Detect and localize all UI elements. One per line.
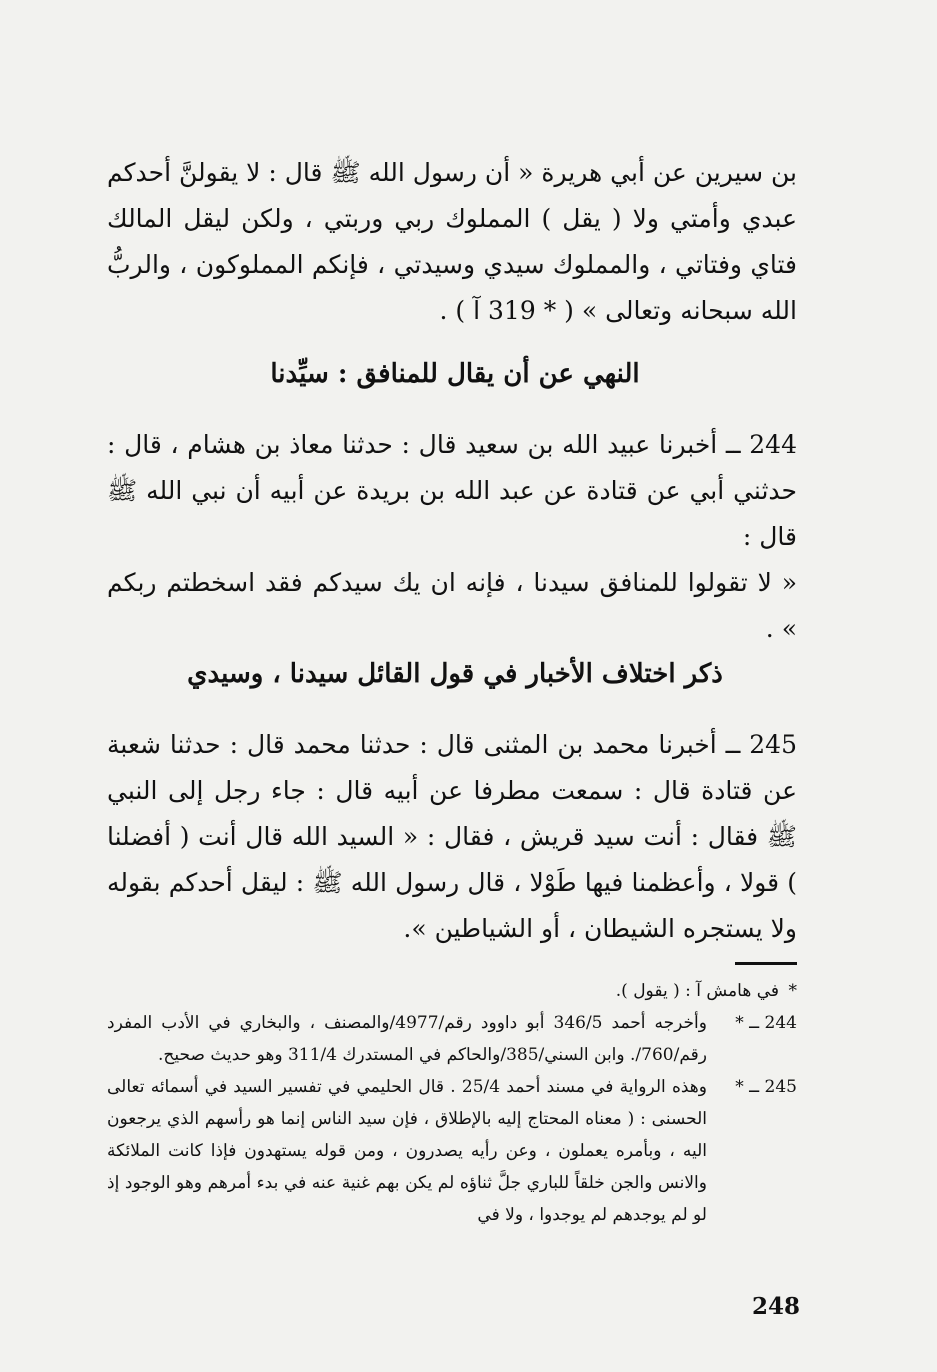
footnote-text: في هامش آ : ( يقول ). <box>615 981 779 1001</box>
footnote-text: وأخرجه أحمد 346/5 أبو داوود رقم/4977/والمصنف ، والبخاري في الأدب المفرد رقم/760/. وابن السني/385/والحاكم في المستدرك 311/4 وهو حديث صحيح. <box>107 1013 707 1065</box>
footnote-marker: 245 ــ * <box>735 1077 797 1097</box>
page-number: 248 <box>752 1293 801 1320</box>
hadith-245-text: 245 ــ أخبرنا محمد بن المثنى قال : حدثنا محمد قال : حدثنا شعبة عن قتادة قال : سمعت مطرفا عن أبيه قال : جاء رجل إلى النبي ﷺ فقال : أنت سيد قريش ، فقال : « السيد الله قال أنت ( أفضلنا ) قولا ، وأعظمنا فيها طَوْلا ، قال رسول الله ﷺ : ليقل أحدكم بقوله ولا يستجره الشيطان ، أو الشياطين ». <box>107 730 797 943</box>
section-paragraph <box>107 150 797 334</box>
footnote-divider <box>735 962 797 965</box>
hadith-244-quote: « لا تقولوا للمنافق سيدنا ، فإنه ان يك سيدكم فقد اسخطتم ربكم » . <box>107 568 797 643</box>
footnote-text: وهذه الرواية في مسند أحمد 25/4 . قال الحليمي في تفسير السيد في أسمائه تعالى الحسنى : ( معناه المحتاج إليه بالإطلاق ، فإن سيد الناس إنما هو رأسهم الذي يرجعون اليه ، وبأمره يعملون ، وعن رأيه يصدرون ، ومن قوله يستهدون فإذا كانت الملائكة والانس والجن خلقاً للباري جلَّ ثناؤه لم يكن بهم غنية عنه في بدء أمرهم وهو الوجود إذ لو لم يوجدهم لم يوجدوا ، ولا في <box>107 1077 707 1225</box>
hadith-continuation-text: بن سيرين عن أبي هريرة « أن رسول الله ﷺ قال : لا يقولنَّ أحدكم عبدي وأمتي ولا ( يقل ) المملوك ربي وربتي ، ولكن ليقل المالك فتاي وفتاتي ، والمملوك سيدي وسيدتي ، فإنكم المملوكون ، والربُّ الله سبحانه وتعالى » ( * 319 آ ) . <box>107 158 797 325</box>
footnotes <box>107 975 797 1231</box>
footnote-item <box>107 1007 797 1071</box>
hadith-244-text: 244 ــ أخبرنا عبيد الله بن سعيد قال : حدثنا معاذ بن هشام ، قال : حدثني أبي عن قتادة عن عبد الله بن بريدة عن أبيه أن نبي الله ﷺ قال : <box>107 430 797 551</box>
hadith-244 <box>107 422 797 652</box>
section-heading-hypocrite: النهي عن أن يقال للمنافق : سيِّدنا <box>270 359 640 389</box>
footnote-marker: * <box>788 981 797 1001</box>
section-heading-reports: ذكر اختلاف الأخبار في قول القائل سيدنا ، وسيدي <box>187 659 723 689</box>
hadith-245 <box>107 722 797 952</box>
footnote-item <box>107 975 797 1007</box>
footnote-item <box>107 1071 797 1231</box>
footnote-marker: 244 ــ * <box>735 1013 797 1033</box>
